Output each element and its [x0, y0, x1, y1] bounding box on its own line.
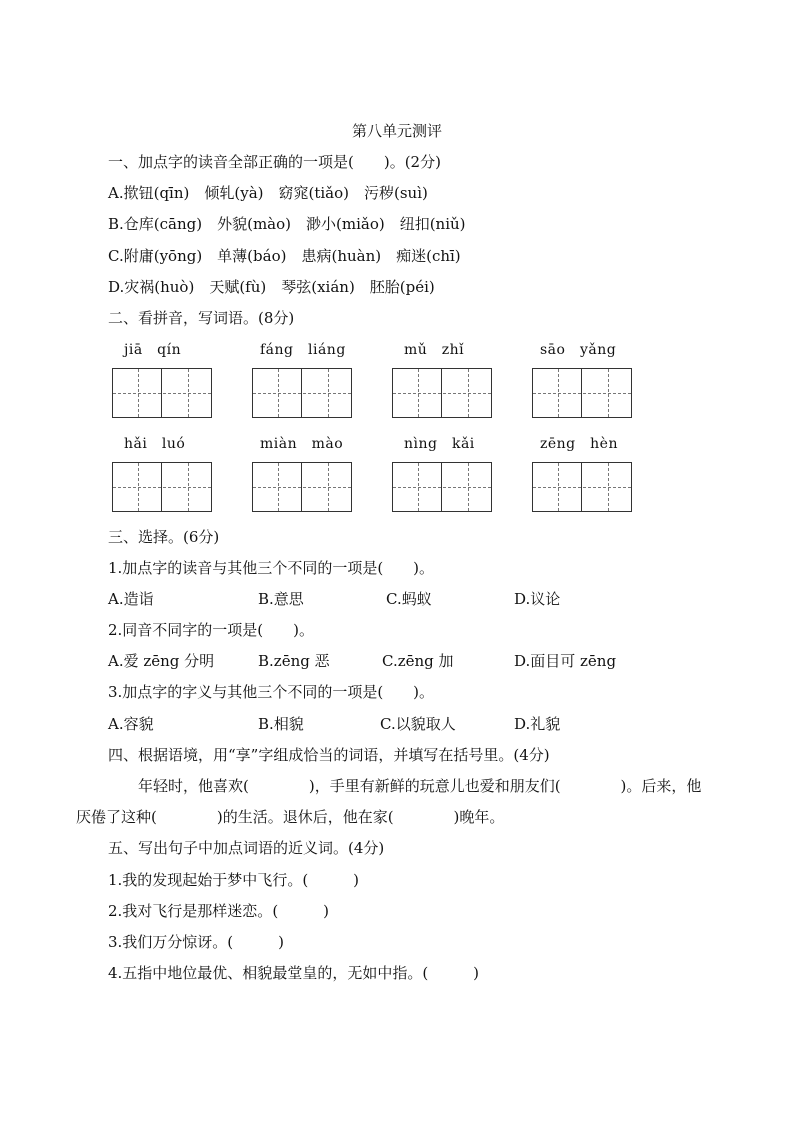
s3-q3-option: D.礼貌	[514, 715, 561, 733]
writing-grid[interactable]	[532, 462, 632, 512]
pinyin-label: hǎi luó	[124, 436, 186, 452]
s5-item: 3.我们万分惊讶。( )	[108, 933, 285, 951]
section-3-heading: 三、选择。(6分)	[108, 528, 220, 546]
pinyin-label: mǔ zhǐ	[404, 342, 465, 358]
s3-q2-option: D.面目可 zēng	[514, 652, 617, 670]
section-1-heading: 一、加点字的读音全部正确的一项是( )。(2分)	[108, 153, 441, 171]
section-5-heading: 五、写出句子中加点词语的近义词。(4分)	[108, 839, 385, 857]
writing-grid[interactable]	[112, 368, 212, 418]
writing-grid[interactable]	[532, 368, 632, 418]
writing-grid[interactable]	[252, 368, 352, 418]
s3-q1-option: C.蚂蚁	[386, 590, 432, 608]
s3-question-2: 2.同音不同字的一项是( )。	[108, 621, 315, 639]
writing-grid[interactable]	[392, 368, 492, 418]
writing-grid[interactable]	[112, 462, 212, 512]
pinyin-label: zēng hèn	[540, 436, 618, 452]
s1-option-c: C.附庸(yōng) 单薄(báo) 患病(huàn) 痴迷(chī)	[108, 247, 461, 265]
s1-option-a: A.揿钮(qīn) 倾轧(yà) 窈窕(tiǎo) 污秽(suì)	[108, 184, 428, 202]
s3-q1-option: B.意思	[258, 590, 304, 608]
s3-question-1: 1.加点字的读音与其他三个不同的一项是( )。	[108, 559, 435, 577]
s5-item: 2.我对飞行是那样迷恋。( )	[108, 902, 330, 920]
s3-question-3: 3.加点字的字义与其他三个不同的一项是( )。	[108, 683, 435, 701]
pinyin-label: nìng kǎi	[404, 436, 475, 452]
pinyin-label: fáng liáng	[260, 342, 346, 358]
s1-option-d: D.灾祸(huò) 天赋(fù) 琴弦(xián) 胚胎(péi)	[108, 278, 435, 296]
s5-item: 4.五指中地位最优、相貌最堂皇的，无如中指。( )	[108, 964, 480, 982]
s3-q2-option: C.zēng 加	[382, 652, 454, 670]
writing-grid[interactable]	[252, 462, 352, 512]
s5-item: 1.我的发现起始于梦中飞行。( )	[108, 871, 360, 889]
pinyin-label: miàn mào	[260, 436, 344, 452]
s4-paragraph-line-2: 厌倦了这种( )的生活。退休后，他在家( )晚年。	[76, 808, 505, 826]
s3-q2-option: B.zēng 恶	[258, 652, 330, 670]
section-4-heading: 四、根据语境，用“享”字组成恰当的词语，并填写在括号里。(4分)	[108, 746, 550, 764]
s3-q3-option: B.相貌	[258, 715, 304, 733]
s3-q1-option: D.议论	[514, 590, 561, 608]
s3-q3-option: A.容貌	[108, 715, 154, 733]
s3-q3-option: C.以貌取人	[380, 715, 456, 733]
s4-paragraph-line-1: 年轻时，他喜欢( )，手里有新鲜的玩意儿也爱和朋友们( )。后来，他	[138, 777, 702, 795]
section-2-heading: 二、看拼音，写词语。(8分)	[108, 309, 295, 327]
page-title: 第八单元测评	[351, 122, 442, 140]
s3-q2-option: A.爱 zēng 分明	[108, 652, 215, 670]
s1-option-b: B.仓库(cāng) 外貌(mào) 渺小(miǎo) 纽扣(niǔ)	[108, 215, 466, 233]
pinyin-label: sāo yǎng	[540, 342, 617, 358]
pinyin-label: jiā qín	[124, 342, 182, 358]
writing-grid[interactable]	[392, 462, 492, 512]
s3-q1-option: A.造诣	[108, 590, 154, 608]
